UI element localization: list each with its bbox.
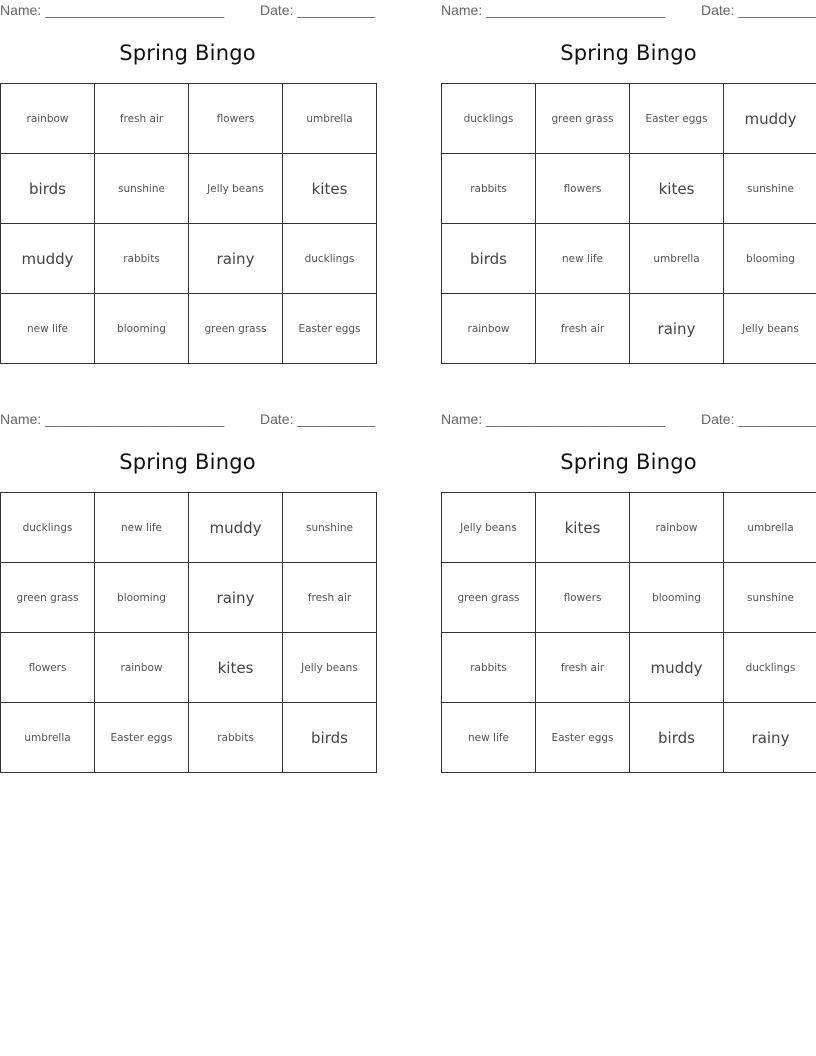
- bingo-cell[interactable]: umbrella: [283, 84, 377, 154]
- date-field[interactable]: Date: __________: [701, 2, 816, 18]
- bingo-row: [442, 294, 816, 364]
- bingo-row: [442, 563, 816, 633]
- bingo-cell[interactable]: green grass: [1, 563, 95, 633]
- bingo-cell[interactable]: ducklings: [283, 224, 377, 294]
- bingo-cell[interactable]: flowers: [536, 154, 630, 224]
- bingo-grid: [0, 492, 377, 773]
- bingo-cell[interactable]: Easter eggs: [536, 703, 630, 773]
- bingo-cell[interactable]: rabbits: [442, 633, 536, 703]
- bingo-cell[interactable]: rainy: [189, 563, 283, 633]
- bingo-row: [1, 154, 377, 224]
- bingo-row: [1, 294, 377, 364]
- bingo-card-2: [441, 0, 816, 365]
- bingo-cell[interactable]: birds: [1, 154, 95, 224]
- bingo-cell[interactable]: birds: [442, 224, 536, 294]
- bingo-cell[interactable]: ducklings: [442, 84, 536, 154]
- bingo-cell[interactable]: blooming: [95, 294, 189, 364]
- name-field[interactable]: Name: _______________________: [0, 411, 225, 427]
- date-field[interactable]: Date: __________: [701, 411, 816, 427]
- card-header: [0, 0, 376, 20]
- bingo-cell[interactable]: blooming: [724, 224, 816, 294]
- bingo-row: [1, 563, 377, 633]
- bingo-row: [442, 633, 816, 703]
- bingo-cell[interactable]: rainy: [724, 703, 816, 773]
- bingo-cell[interactable]: flowers: [189, 84, 283, 154]
- card-title: Spring Bingo: [560, 41, 697, 65]
- bingo-cell[interactable]: ducklings: [724, 633, 816, 703]
- bingo-cell[interactable]: rainbow: [1, 84, 95, 154]
- bingo-cell[interactable]: umbrella: [724, 493, 816, 563]
- bingo-cell[interactable]: muddy: [630, 633, 724, 703]
- bingo-row: [1, 633, 377, 703]
- bingo-row: [1, 493, 377, 563]
- bingo-cell[interactable]: umbrella: [630, 224, 724, 294]
- bingo-cell[interactable]: sunshine: [724, 563, 816, 633]
- bingo-cell[interactable]: Easter eggs: [95, 703, 189, 773]
- bingo-cell[interactable]: sunshine: [95, 154, 189, 224]
- bingo-cell[interactable]: Easter eggs: [283, 294, 377, 364]
- bingo-grid: [441, 83, 816, 364]
- bingo-cell[interactable]: rainbow: [630, 493, 724, 563]
- name-field[interactable]: Name: _______________________: [0, 2, 225, 18]
- bingo-row: [1, 84, 377, 154]
- bingo-cell[interactable]: new life: [442, 703, 536, 773]
- bingo-cell[interactable]: fresh air: [95, 84, 189, 154]
- bingo-cell[interactable]: blooming: [630, 563, 724, 633]
- bingo-cell[interactable]: kites: [283, 154, 377, 224]
- card-title: Spring Bingo: [119, 41, 256, 65]
- bingo-cell[interactable]: birds: [283, 703, 377, 773]
- bingo-cell[interactable]: rabbits: [189, 703, 283, 773]
- bingo-cell[interactable]: flowers: [1, 633, 95, 703]
- bingo-cell[interactable]: rainy: [630, 294, 724, 364]
- bingo-cell[interactable]: kites: [536, 493, 630, 563]
- bingo-row: [1, 703, 377, 773]
- bingo-cell[interactable]: rainbow: [442, 294, 536, 364]
- bingo-cell[interactable]: Easter eggs: [630, 84, 724, 154]
- bingo-cell[interactable]: ducklings: [1, 493, 95, 563]
- bingo-cell[interactable]: rabbits: [442, 154, 536, 224]
- bingo-cell[interactable]: fresh air: [536, 633, 630, 703]
- card-title: Spring Bingo: [560, 450, 697, 474]
- bingo-cell[interactable]: Jelly beans: [442, 493, 536, 563]
- bingo-cell[interactable]: Jelly beans: [724, 294, 816, 364]
- bingo-card-4: [441, 409, 816, 774]
- date-field[interactable]: Date: __________: [260, 411, 376, 427]
- bingo-row: [442, 224, 816, 294]
- bingo-cell[interactable]: green grass: [536, 84, 630, 154]
- card-header: [0, 409, 376, 429]
- bingo-row: [1, 224, 377, 294]
- bingo-card-3: [0, 409, 376, 774]
- bingo-row: [442, 84, 816, 154]
- bingo-cell[interactable]: rabbits: [95, 224, 189, 294]
- bingo-cell[interactable]: muddy: [1, 224, 95, 294]
- bingo-cell[interactable]: rainy: [189, 224, 283, 294]
- bingo-row: [442, 154, 816, 224]
- bingo-cell[interactable]: sunshine: [283, 493, 377, 563]
- bingo-cell[interactable]: muddy: [724, 84, 816, 154]
- bingo-cell[interactable]: green grass: [189, 294, 283, 364]
- bingo-cell[interactable]: Jelly beans: [283, 633, 377, 703]
- bingo-cell[interactable]: blooming: [95, 563, 189, 633]
- card-header: [441, 0, 816, 20]
- card-title: Spring Bingo: [119, 450, 256, 474]
- bingo-row: [442, 703, 816, 773]
- bingo-grid: [0, 83, 377, 364]
- bingo-cell[interactable]: umbrella: [1, 703, 95, 773]
- name-field[interactable]: Name: _______________________: [441, 411, 666, 427]
- bingo-cell[interactable]: flowers: [536, 563, 630, 633]
- bingo-cell[interactable]: green grass: [442, 563, 536, 633]
- bingo-cell[interactable]: muddy: [189, 493, 283, 563]
- bingo-cell[interactable]: rainbow: [95, 633, 189, 703]
- bingo-row: [442, 493, 816, 563]
- bingo-cell[interactable]: fresh air: [283, 563, 377, 633]
- bingo-cell[interactable]: sunshine: [724, 154, 816, 224]
- date-field[interactable]: Date: __________: [260, 2, 376, 18]
- bingo-cell[interactable]: birds: [630, 703, 724, 773]
- name-field[interactable]: Name: _______________________: [441, 2, 666, 18]
- bingo-cell[interactable]: new life: [95, 493, 189, 563]
- card-header: [441, 409, 816, 429]
- bingo-cell[interactable]: kites: [630, 154, 724, 224]
- bingo-cell[interactable]: new life: [536, 224, 630, 294]
- bingo-cell[interactable]: kites: [189, 633, 283, 703]
- bingo-cell[interactable]: fresh air: [536, 294, 630, 364]
- bingo-grid: [441, 492, 816, 773]
- bingo-cell[interactable]: Jelly beans: [189, 154, 283, 224]
- bingo-cell[interactable]: new life: [1, 294, 95, 364]
- bingo-card-1: [0, 0, 376, 365]
